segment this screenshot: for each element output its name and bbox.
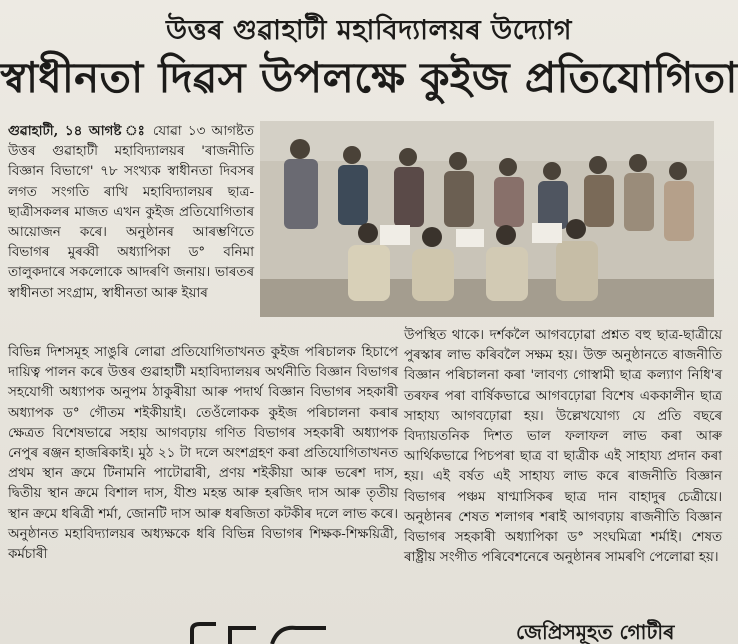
cropped-heading-glyphs xyxy=(186,620,336,644)
article-column-1 xyxy=(8,121,254,304)
group-photo-image xyxy=(260,121,714,317)
article-column-2: বিভিন্ন দিশসমূহ সাঙুৰি লোৱা প্ৰতিযোগিতাখনত কুইজ পৰিচালক হিচাপে দায়িত্ব পালন কৰে উত্তৰ গুৱাহাটী মহাবিদ্যালয়ৰ অৰ্থনীতি বিজ্ঞান বিভাগৰ সহযোগী অধ্যাপক অনুপম ঠাকুৰীয়া আৰু পদাৰ্থ বিজ্ঞান বিভাগৰ সহকাৰী অধ্যাপক ড° গৌতম শইকীয়াই। তেওঁলোকক কুইজ পৰিচালনা কৰাৰ ক্ষেত্ৰত বিশেষভাৱে সহায় আগবঢ়ায় গণিত বিভাগৰ সহকাৰী অধ্যাপক নেপুৰ ৰঞ্জন হাজৰিকাই। মুঠ ২১ টা দলে অংশগ্ৰহণ কৰা প্ৰতিযোগিতাখনত প্ৰথম স্থান ক্ৰমে টিনামনি পাটোৱাৰী, প্ৰণয় শইকীয়া আৰু ভৰেশ দাস, দ্বিতীয় স্থান ক্ৰমে বিশাল দাস, যীশু মহন্ত আৰু হৰজিৎ দাস আৰু তৃতীয় স্থান ক্ৰমে ধৰিত্ৰী শৰ্মা, জোনটি দাস আৰু ধৰজিতা কটকীৰ দলে লাভ কৰে। অনুষ্ঠানত মহাবিদ্যালয়ৰ অধ্যক্ষকে ধৰি বিভিন্ন বিভাগৰ শিক্ষক-শিক্ষয়িত্ৰী, কৰ্মচাৰী xyxy=(8,345,398,563)
column-1-text: যোৱা ১৩ আগষ্টত উত্তৰ গুৱাহাটী মহাবিদ্যালয়ৰ 'ৰাজনীতি বিজ্ঞান বিভাগে' ৭৮ সংখ্যক স্বাধীনতা দিবসৰ লগত সংগতি ৰাখি মহাবিদ্যালয়ৰ ছাত্ৰ-ছাত্ৰীসকলৰ মাজত এখন কুইজ প্ৰতিযোগিতাৰ আয়োজন কৰে। অনুষ্ঠানৰ আৰম্ভণিতে বিভাগৰ মুৰব্বী অধ্যাপিকা ড° বনিমা তালুকদাৰে সকলোকে আদৰণি জনায়। ভাৰতৰ স্বাধীনতা সংগ্ৰাম, স্বাধীনতা আৰু ইয়াৰ xyxy=(8,124,254,301)
dateline: গুৱাহাটী, ১৪ আগষ্ট ঃ xyxy=(8,123,147,139)
article-headline: স্বাধীনতা দিৱস উপলক্ষে কুইজ প্ৰতিযোগিতা xyxy=(0,53,738,102)
next-article-strip xyxy=(0,620,738,644)
group-photo xyxy=(260,121,714,317)
next-article-heading: জেপ্ৰিসমূহত গোটীৰ xyxy=(516,620,675,644)
article-kicker: উত্তৰ গুৱাহাটী মহাবিদ্যালয়ৰ উদ্যোগ xyxy=(165,15,573,46)
article-column-3: উপস্থিত থাকে। দৰ্শকলৈ আগবঢ়োৱা প্ৰশ্নত বহু ছাত্ৰ-ছাত্ৰীয়ে পুৰস্কাৰ লাভ কৰিবলৈ সক্ষম হয়। উক্ত অনুষ্ঠানতে ৰাজনীতি বিজ্ঞান পৰিচালনা কৰা 'লাবণ্য গোস্বামী ছাত্ৰ কল্যাণ নিধি'ৰ তৰফৰ পৰা বাৰ্ষিকভাৱে আগবঢ়োৱা বিশেষ এককালীন ছাত্ৰ সাহায্য আগবঢ়োৱা হয়। উল্লেখযোগ্য যে প্ৰতি বছৰে বিদ্যায়তনিক দিশত ভাল ফলাফল লাভ কৰা আৰু আৰ্থিকভাৱে পিচপৰা ছাত্ৰ বা ছাত্ৰীক এই সাহায্য প্ৰদান কৰা হয়। এই বৰ্ষত এই সাহায্য লাভ কৰে ৰাজনীতি বিজ্ঞান বিভাগৰ পঞ্চম ষাণ্মাসিকৰ ছাত্ৰ দান বাহাদুৰ চেত্ৰীয়ে। অনুষ্ঠানৰ শেষত শলাগৰ শৰাই আগবঢ়ায় ৰাজনীতি বিজ্ঞান বিভাগৰ সহকাৰী অধ্যাপিকা ড° সংঘমিত্ৰা শৰ্মাই। শেষত ৰাষ্ট্ৰীয় সংগীত পৰিবেশনেৰে অনুষ্ঠানৰ সামৰণি পেলোৱা হয়। xyxy=(404,328,722,566)
next-article-fragment xyxy=(186,620,336,644)
